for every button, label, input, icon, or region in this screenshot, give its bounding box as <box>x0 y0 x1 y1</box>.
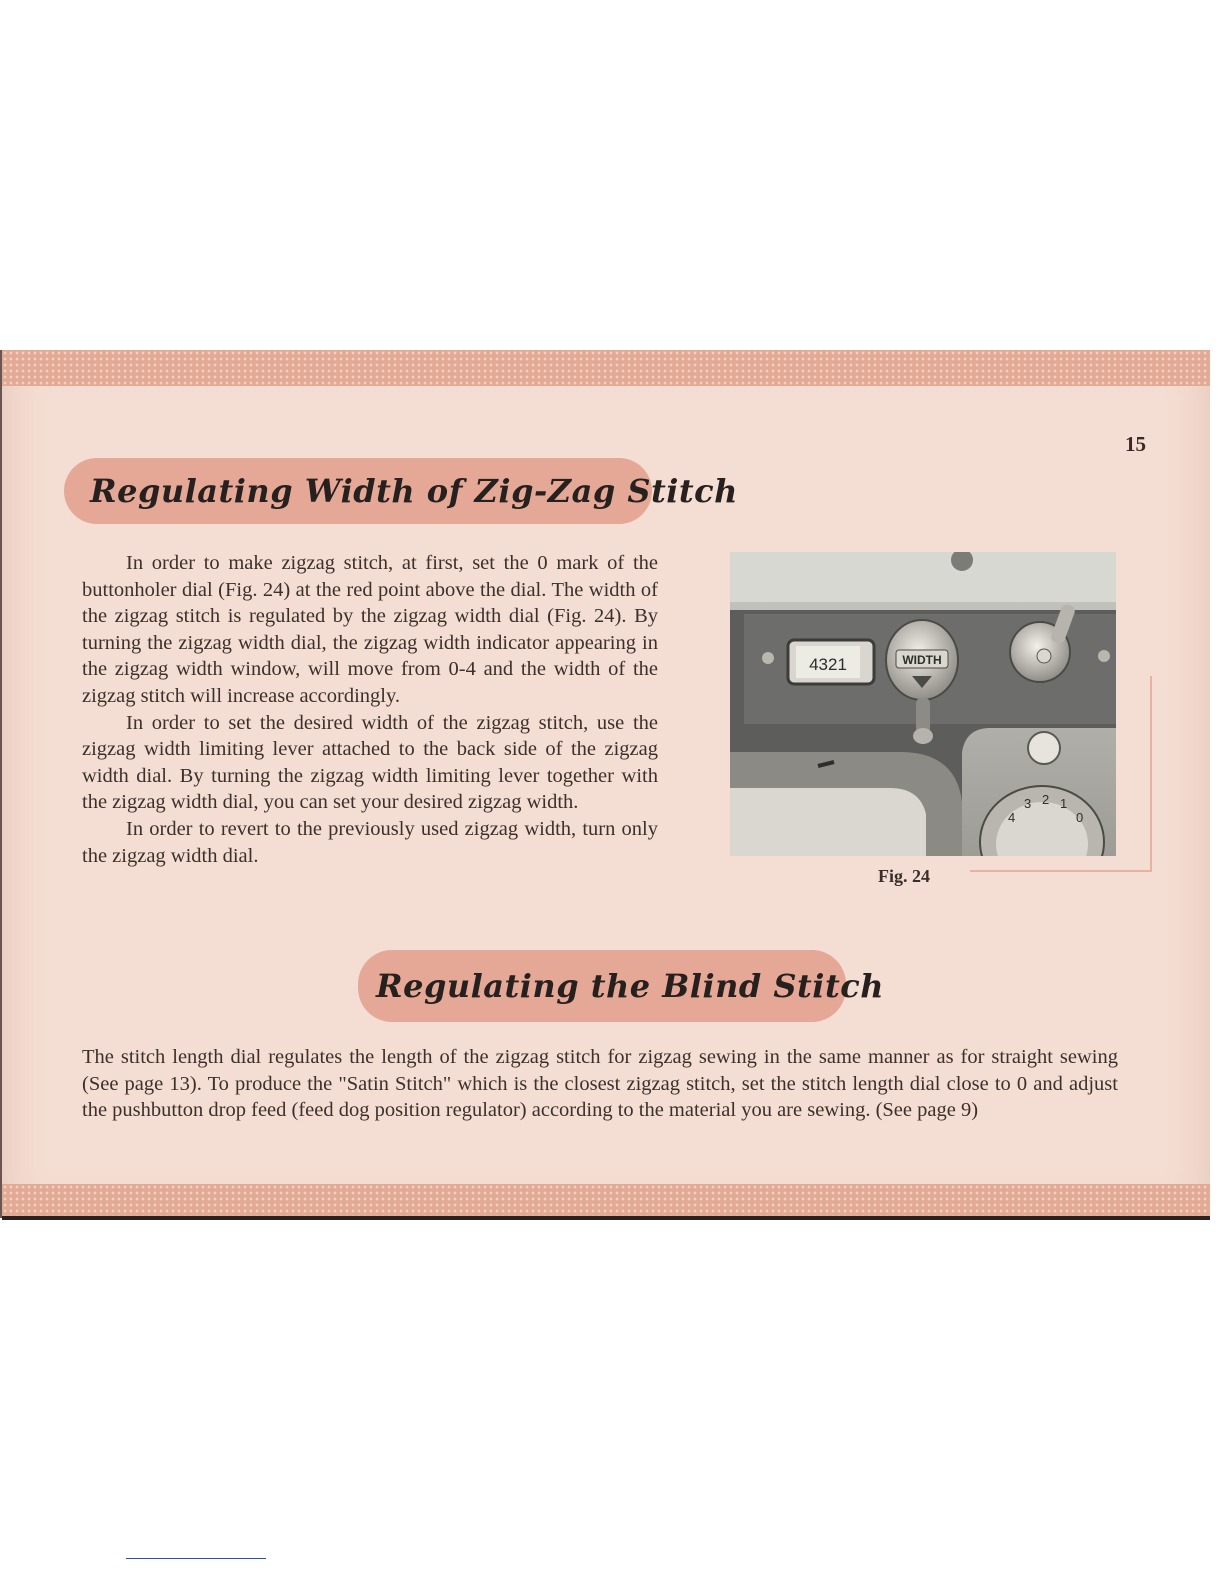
top-decorative-band <box>2 350 1210 386</box>
lower-dial-digit-0: 0 <box>1076 810 1084 825</box>
lower-dial-digit-3: 3 <box>1024 796 1032 811</box>
lower-dial-digit-4: 4 <box>1008 810 1016 825</box>
blind-stitch-paragraph: The stitch length dial regulates the length of the zigzag stitch for zigzag sewing in the same manner as for straight sewing (See page 13). To produce the "Satin Stitch" which is the closest zigzag stitch, set the stitch length dial close to 0 and adjust the pushbutton drop feed (feed dog position regulator) according to the material you are sewing. (See page 9) <box>82 1046 1118 1122</box>
lower-dial-digit-1: 1 <box>1060 796 1068 811</box>
footer-rule <box>126 1558 266 1559</box>
blind-stitch-heading-pill <box>358 950 884 1022</box>
zigzag-text-column <box>82 550 658 869</box>
blind-stitch-heading: Regulating the Blind Stitch <box>376 967 884 1005</box>
page-bottom-shadow <box>2 1216 1210 1220</box>
zigzag-heading-pill <box>64 458 738 524</box>
figure-caption: Fig. 24 <box>878 866 930 886</box>
lower-dial-digit-2: 2 <box>1042 792 1050 807</box>
figure-24-photo <box>730 552 1116 856</box>
page-number: 15 <box>1125 432 1146 456</box>
window-digits: 4321 <box>809 655 847 674</box>
zigzag-paragraph-2: In order to set the desired width of the zigzag stitch, use the zigzag width limiting lever attached to the back side of the zigzag width dial. By turning the zigzag width limiting lever together with the zigzag width dial, you can set your desired zigzag width. <box>82 711 658 814</box>
zigzag-paragraph-3: In order to revert to the previously used zigzag width, turn only the zigzag width dial. <box>82 817 658 867</box>
width-dial-label: WIDTH <box>902 653 942 667</box>
figure-caption-rule <box>970 870 1152 872</box>
zigzag-paragraph-1: In order to make zigzag stitch, at first, set the 0 mark of the buttonholer dial (Fig. 24) at the red point above the dial. The width of the zigzag stitch is regulated by the zigzag width dial (Fig. 24). By turning the zigzag width dial, the zigzag width indicator appearing in the zigzag width window, will move from 0-4 and the width of the zigzag stitch will increase accordingly. <box>82 552 658 707</box>
blind-stitch-text <box>82 1044 1118 1124</box>
zigzag-heading: Regulating Width of Zig-Zag Stitch <box>90 472 738 510</box>
manual-page <box>2 350 1210 1218</box>
figure-side-rule <box>1150 676 1152 872</box>
bottom-decorative-band <box>2 1184 1210 1220</box>
